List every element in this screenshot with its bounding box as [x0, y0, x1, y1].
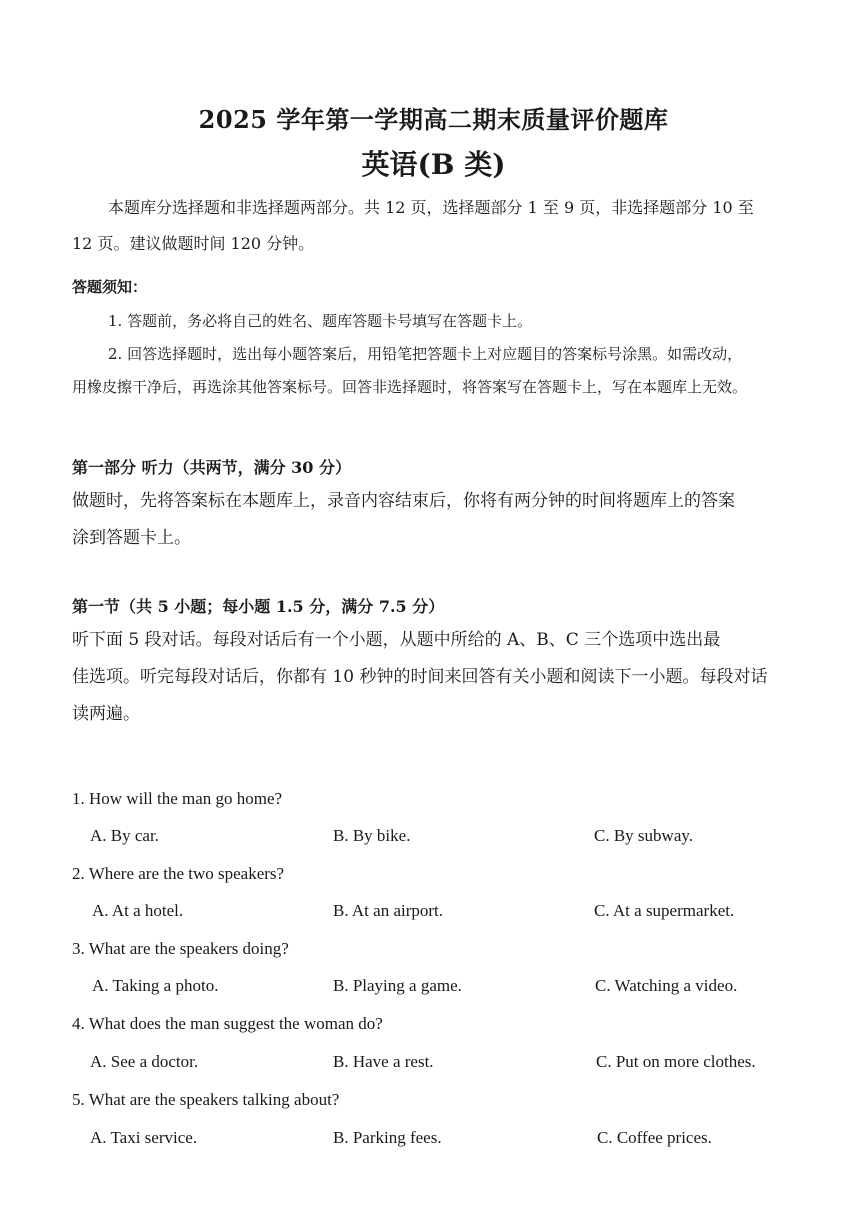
question-4-stem: 4. What does the man suggest the woman do? [72, 1014, 383, 1033]
part1-instructions [72, 483, 832, 557]
question-5-option-a: A. Taxi service. [90, 1128, 198, 1147]
question-3-option-b: B. Playing a game. [333, 976, 462, 995]
question-3-stem: 3. What are the speakers doing? [72, 939, 289, 958]
intro-line-1: 本题库分选择题和非选择题两部分。共 12 页，选择题部分 1 至 9 页，非选择题部分 10 至 [108, 198, 754, 217]
question-5-stem: 5. What are the speakers talking about? [72, 1090, 340, 1109]
notice-item-2-line-1: 2. 回答选择题时，选出每小题答案后，用铅笔把答题卡上对应题目的答案标号涂黑。如需改动， [108, 345, 743, 363]
intro-line-2: 12 页。建议做题时间 120 分钟。 [72, 234, 315, 253]
intro-paragraph [72, 190, 832, 262]
section1-instructions [72, 622, 832, 733]
question-3-option-a: A. Taking a photo. [92, 976, 219, 995]
question-1-stem: 1. How will the man go home? [72, 789, 283, 808]
question-4-option-a: A. See a doctor. [90, 1052, 199, 1071]
question-1-option-a: A. By car. [90, 826, 159, 845]
part1-line-1: 做题时，先将答案标在本题库上，录音内容结束后，你将有两分钟的时间将题库上的答案 [72, 491, 735, 511]
question-5-option-b: B. Parking fees. [333, 1128, 442, 1147]
part1-line-2: 涂到答题卡上。 [72, 528, 191, 548]
question-2-option-a: A. At a hotel. [92, 901, 184, 920]
notice-item-2-line-2: 用橡皮擦干净后，再选涂其他答案标号。回答非选择题时，将答案写在答题卡上，写在本题库上无效。 [72, 378, 748, 396]
section1-heading: 第一节（共 5 小题；每小题 1.5 分，满分 7.5 分） [72, 597, 445, 616]
section1-line-2: 佳选项。听完每段对话后，你都有 10 秒钟的时间来回答有关小题和阅读下一小题。每段对话 [72, 667, 768, 687]
page-subtitle: 英语(B 类) [361, 148, 506, 181]
notice-list [72, 305, 832, 404]
section1-line-1: 听下面 5 段对话。每段对话后有一个小题，从题中所给的 A、B、C 三个选项中选出最 [72, 630, 721, 650]
section1-line-3: 读两遍。 [72, 704, 140, 724]
notice-item-1: 1. 答题前，务必将自己的姓名、题库答题卡号填写在答题卡上。 [108, 312, 533, 330]
question-1-option-c: C. By subway. [594, 826, 694, 845]
question-2-stem: 2. Where are the two speakers? [72, 864, 285, 883]
question-4-option-b: B. Have a rest. [333, 1052, 434, 1071]
page-title: 2025 学年第一学期高二期末质量评价题库 [198, 105, 669, 134]
question-1-option-b: B. By bike. [333, 826, 411, 845]
question-2-option-b: B. At an airport. [333, 901, 444, 920]
notice-heading: 答题须知： [72, 278, 148, 296]
question-3-option-c: C. Watching a video. [595, 976, 738, 995]
part1-heading: 第一部分 听力（共两节，满分 30 分） [72, 458, 351, 477]
question-5-option-c: C. Coffee prices. [597, 1128, 712, 1147]
question-4-option-c: C. Put on more clothes. [596, 1052, 756, 1071]
question-2-option-c: C. At a supermarket. [594, 901, 735, 920]
